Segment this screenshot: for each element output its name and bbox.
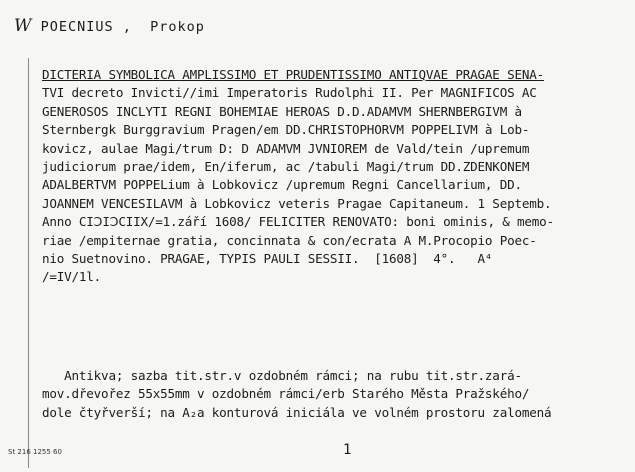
note-line: Antikva; sazba tit.str.v ozdobném rámci; na rubu tit.str.zará- [42,368,522,383]
body-line: kovicz, aulae Magi/trum D: D ADAMVM JVNIOREM de Vald/tein /upremum [42,140,530,156]
body-line: /=IV/1l. [42,269,102,285]
body-line: nio Suetnovino. PRAGAE, TYPIS PAULI SESSII. [1608] 4°. A⁴ [42,251,493,267]
body-line: riae /empiternae gratia, concinnata & con/ecrata A M.Procopio Poec- [42,232,537,248]
body-line: Sternbergk Burggravium Pragen/em DD.CHRISTOPHORVM POPPELIVM à Lob- [42,122,530,138]
page-number: 1 [343,442,352,458]
note-line: mov.dřevořez 55x55mm v ozdobném rámci/erb Starého Města Pražského/ [42,386,530,402]
author-name: POECNIUS , Prokop [40,19,205,35]
body-line: TVI decreto Invicti//imi Imperatoris Rudolphi II. Per MAGNIFICOS AC [42,85,537,101]
title-description [42,66,554,287]
body-line: GENEROSOS INCLYTI REGNI BOHEMIAE HEROAS D.D.ADAMVM SHERNBERGIVM à [42,103,522,119]
card-header [14,16,205,36]
body-line: judiciorum prae/idem, En/iferum, ac /tabuli Magi/trum DD.ZDENKONEM [42,159,530,175]
body-line: DICTERIA SYMBOLICA AMPLISSIMO ET PRUDENTISSIMO ANTIQVAE PRAGAE SENA- [42,67,544,82]
body-line: ADALBERTVM POPPELium à Lobkovicz /upremum Regni Cancellarium, DD. [42,177,522,193]
body-line: Anno CIↃIↃCIIX/=1.září 1608/ FELICITER RENOVATO: boni ominis, & memo- [42,214,554,230]
card-code: St 216 1255 60 [8,448,62,456]
physical-description-notes [42,367,551,422]
handwritten-mark: W [14,16,32,36]
left-margin-line [28,58,29,468]
note-line: dole čtyřverší; na A₂a konturová iniciála ve volném prostoru zalomená [42,404,552,420]
body-line: JOANNEM VENCESILAVM à Lobkovicz veteris Pragae Capitaneum. 1 Septemb. [42,195,552,211]
